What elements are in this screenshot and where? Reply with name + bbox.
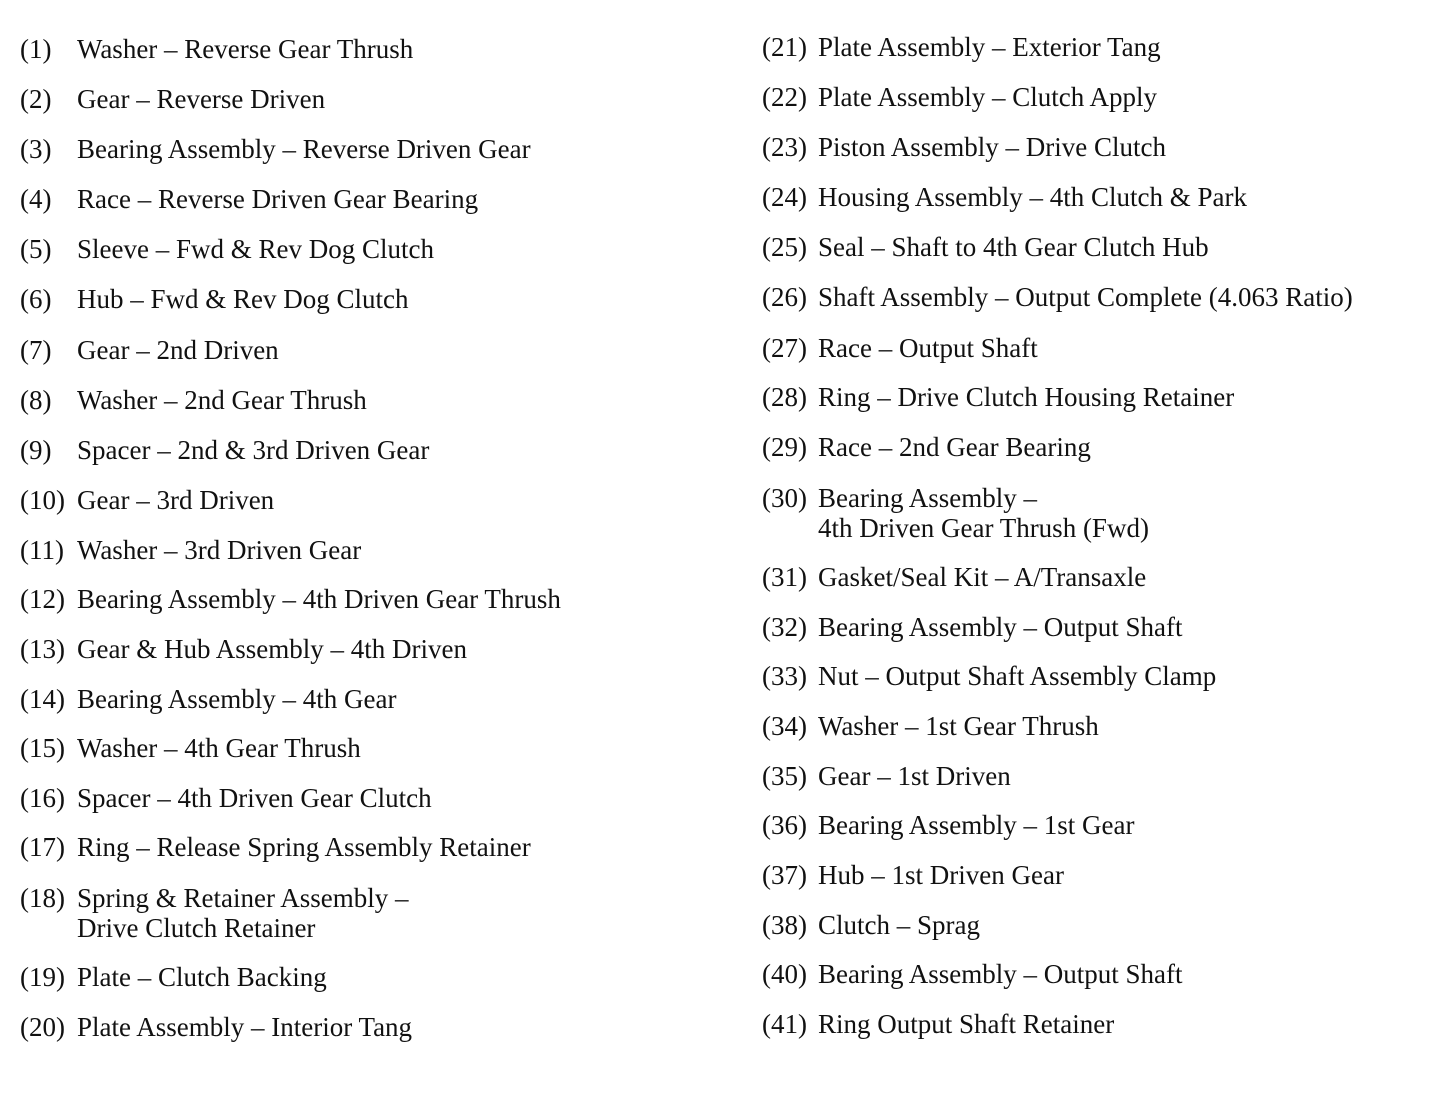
part-item — [20, 684, 396, 714]
part-item — [20, 34, 413, 64]
part-item — [20, 234, 434, 264]
part-number: (9) — [20, 435, 52, 465]
part-description: Race – 2nd Gear Bearing — [818, 432, 1091, 462]
part-description: Sleeve – Fwd & Rev Dog Clutch — [77, 234, 434, 264]
part-number: (16) — [20, 783, 65, 813]
part-description-continued: 4th Driven Gear Thrush (Fwd) — [818, 513, 1149, 543]
part-description: Ring Output Shaft Retainer — [818, 1009, 1115, 1039]
part-description: Bearing Assembly – 4th Driven Gear Thrush — [77, 584, 561, 614]
part-number: (17) — [20, 832, 65, 862]
part-description: Washer – Reverse Gear Thrush — [77, 34, 414, 64]
part-description: Washer – 3rd Driven Gear — [77, 535, 362, 565]
part-number: (33) — [762, 661, 807, 691]
part-item — [20, 485, 274, 515]
part-description: Washer – 2nd Gear Thrush — [77, 385, 367, 415]
part-description: Bearing Assembly – 1st Gear — [818, 810, 1135, 840]
part-item — [762, 282, 1353, 312]
part-number: (32) — [762, 612, 807, 642]
part-item — [20, 962, 327, 992]
part-item — [20, 284, 409, 314]
part-item — [20, 1012, 412, 1042]
part-number: (41) — [762, 1009, 807, 1039]
part-description: Bearing Assembly – Output Shaft — [818, 612, 1183, 642]
part-number: (8) — [20, 385, 52, 415]
part-description: Washer – 4th Gear Thrush — [77, 733, 361, 763]
part-number: (25) — [762, 232, 807, 262]
part-item — [762, 32, 1161, 62]
part-item — [20, 832, 531, 862]
part-number: (23) — [762, 132, 807, 162]
part-description: Housing Assembly – 4th Clutch & Park — [818, 182, 1248, 212]
part-description: Piston Assembly – Drive Clutch — [818, 132, 1167, 162]
part-item — [762, 432, 1091, 462]
part-description: Ring – Release Spring Assembly Retainer — [77, 832, 531, 862]
part-number: (36) — [762, 810, 807, 840]
part-item — [20, 134, 531, 164]
part-item — [762, 82, 1157, 112]
part-number: (13) — [20, 634, 65, 664]
part-item — [762, 1009, 1114, 1039]
part-number: (11) — [20, 535, 64, 565]
part-description: Nut – Output Shaft Assembly Clamp — [818, 661, 1217, 691]
part-item — [20, 733, 361, 763]
part-description: Gear – 2nd Driven — [77, 335, 279, 365]
part-description: Spring & Retainer Assembly – — [77, 883, 409, 913]
part-item — [20, 535, 361, 565]
part-number: (7) — [20, 335, 52, 365]
part-description: Gear – 3rd Driven — [77, 485, 275, 515]
part-item — [762, 382, 1234, 412]
part-item — [20, 634, 467, 664]
part-number: (40) — [762, 959, 807, 989]
part-description: Bearing Assembly – Output Shaft — [818, 959, 1183, 989]
part-number: (1) — [20, 34, 52, 64]
part-item — [762, 810, 1134, 840]
part-item — [762, 711, 1099, 741]
part-description: Gasket/Seal Kit – A/Transaxle — [818, 562, 1147, 592]
part-number: (22) — [762, 82, 807, 112]
part-item — [762, 562, 1146, 592]
part-number: (4) — [20, 184, 52, 214]
part-description: Plate Assembly – Clutch Apply — [818, 82, 1158, 112]
part-description: Hub – Fwd & Rev Dog Clutch — [77, 284, 409, 314]
part-description: Ring – Drive Clutch Housing Retainer — [818, 382, 1235, 412]
part-number: (19) — [20, 962, 65, 992]
part-item — [20, 184, 478, 214]
part-description: Shaft Assembly – Output Complete (4.063 Ratio) — [818, 282, 1353, 312]
part-item — [762, 661, 1216, 691]
part-item — [762, 860, 1064, 890]
part-description: Washer – 1st Gear Thrush — [818, 711, 1099, 741]
part-number: (21) — [762, 32, 807, 62]
part-item — [20, 385, 367, 415]
part-description: Spacer – 2nd & 3rd Driven Gear — [77, 435, 430, 465]
part-item — [762, 612, 1182, 642]
part-description: Gear – Reverse Driven — [77, 84, 326, 114]
part-number: (5) — [20, 234, 52, 264]
part-description: Plate – Clutch Backing — [77, 962, 327, 992]
part-number: (14) — [20, 684, 65, 714]
part-description-continued: Drive Clutch Retainer — [77, 913, 316, 943]
part-number: (12) — [20, 584, 65, 614]
part-number: (10) — [20, 485, 65, 515]
part-item — [20, 335, 279, 365]
part-description: Bearing Assembly – 4th Gear — [77, 684, 397, 714]
part-item — [762, 333, 1038, 363]
part-number: (20) — [20, 1012, 65, 1042]
part-number: (2) — [20, 84, 52, 114]
part-item — [762, 910, 980, 940]
part-description: Race – Reverse Driven Gear Bearing — [77, 184, 479, 214]
part-description: Hub – 1st Driven Gear — [818, 860, 1064, 890]
part-number: (26) — [762, 282, 807, 312]
part-item — [20, 435, 429, 465]
part-description: Gear – 1st Driven — [818, 761, 1011, 791]
part-number: (38) — [762, 910, 807, 940]
part-item — [762, 483, 1149, 543]
part-number: (31) — [762, 562, 807, 592]
part-description: Gear & Hub Assembly – 4th Driven — [77, 634, 467, 664]
part-description: Bearing Assembly – Reverse Driven Gear — [77, 134, 531, 164]
part-description: Plate Assembly – Interior Tang — [77, 1012, 413, 1042]
part-item — [762, 132, 1166, 162]
part-number: (27) — [762, 333, 807, 363]
part-description: Bearing Assembly – — [818, 483, 1037, 513]
part-item — [762, 232, 1209, 262]
part-number: (18) — [20, 883, 65, 913]
part-number: (37) — [762, 860, 807, 890]
part-number: (34) — [762, 711, 807, 741]
part-number: (35) — [762, 761, 807, 791]
part-description: Clutch – Sprag — [818, 910, 980, 940]
part-item — [762, 761, 1011, 791]
part-number: (29) — [762, 432, 807, 462]
part-number: (30) — [762, 483, 807, 513]
part-item — [762, 182, 1247, 212]
part-item — [20, 883, 408, 943]
part-description: Spacer – 4th Driven Gear Clutch — [77, 783, 432, 813]
part-number: (3) — [20, 134, 52, 164]
part-description: Seal – Shaft to 4th Gear Clutch Hub — [818, 232, 1209, 262]
part-number: (15) — [20, 733, 65, 763]
part-item — [20, 84, 325, 114]
part-item — [762, 959, 1182, 989]
part-description: Plate Assembly – Exterior Tang — [818, 32, 1161, 62]
part-item — [20, 584, 561, 614]
part-number: (24) — [762, 182, 807, 212]
part-item — [20, 783, 432, 813]
part-number: (28) — [762, 382, 807, 412]
part-description: Race – Output Shaft — [818, 333, 1038, 363]
part-number: (6) — [20, 284, 52, 314]
